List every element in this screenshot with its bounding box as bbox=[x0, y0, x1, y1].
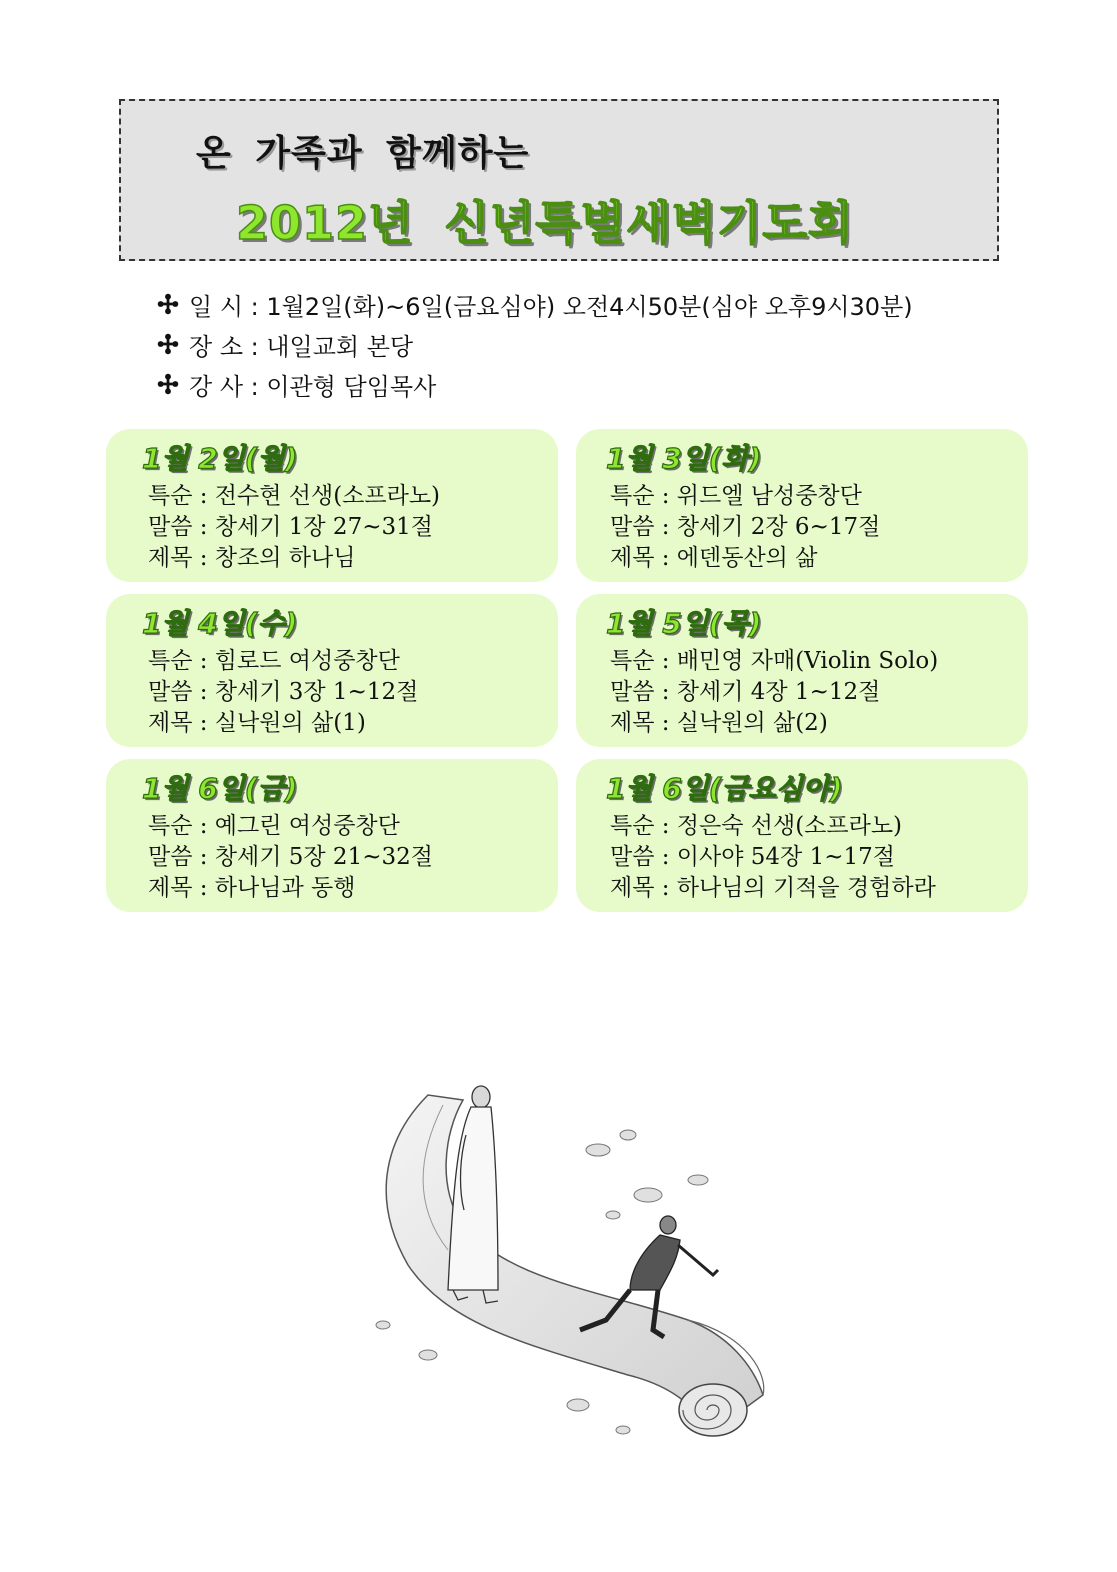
schedule-scripture: 말씀 : 창세기 2장 6~17절 bbox=[610, 514, 881, 540]
schedule-date: 1월 2일(월) bbox=[142, 442, 298, 475]
illustration-jesus-walking-man-unrolling-scroll-path bbox=[368, 1075, 798, 1465]
schedule-card bbox=[106, 429, 558, 582]
info-row-speaker bbox=[157, 364, 913, 404]
schedule-scripture: 말씀 : 이사야 54장 1~17절 bbox=[610, 844, 895, 870]
title-subtitle: 온 가족과 함께하는 bbox=[196, 133, 530, 174]
info-row-time bbox=[157, 284, 913, 324]
schedule-card bbox=[576, 759, 1028, 912]
schedule-card bbox=[576, 594, 1028, 747]
event-info bbox=[157, 284, 913, 404]
schedule-details bbox=[148, 481, 440, 574]
schedule-details bbox=[148, 646, 418, 739]
schedule-details bbox=[610, 811, 936, 904]
info-place-text: 장 소 : 내일교회 본당 bbox=[189, 332, 414, 361]
schedule-special: 특순 : 예그린 여성중창단 bbox=[148, 813, 400, 839]
schedule-special: 특순 : 위드엘 남성중창단 bbox=[610, 483, 862, 509]
schedule-date: 1월 5일(목) bbox=[606, 607, 762, 640]
schedule-scripture: 말씀 : 창세기 5장 21~32절 bbox=[148, 844, 433, 870]
schedule-details bbox=[610, 646, 938, 739]
schedule-subject: 제목 : 실낙원의 삶(1) bbox=[148, 710, 366, 736]
schedule-date: 1월 6일(금요심야) bbox=[606, 772, 843, 805]
schedule-scripture: 말씀 : 창세기 1장 27~31절 bbox=[148, 514, 433, 540]
schedule-subject: 제목 : 에덴동산의 삶 bbox=[610, 545, 818, 571]
schedule-subject: 제목 : 하나님의 기적을 경험하라 bbox=[610, 875, 936, 901]
schedule-card bbox=[106, 594, 558, 747]
schedule-special: 특순 : 힘로드 여성중창단 bbox=[148, 648, 400, 674]
schedule-date: 1월 6일(금) bbox=[142, 772, 298, 805]
info-speaker-text: 강 사 : 이관형 담임목사 bbox=[189, 372, 437, 401]
schedule-special: 특순 : 배민영 자매(Violin Solo) bbox=[610, 648, 939, 674]
fleur-cross-icon bbox=[157, 293, 179, 315]
schedule-details bbox=[148, 811, 433, 904]
fleur-cross-icon bbox=[157, 333, 179, 355]
schedule-card bbox=[106, 759, 558, 912]
fleur-cross-icon bbox=[157, 373, 179, 395]
schedule-subject: 제목 : 하나님과 동행 bbox=[148, 875, 356, 901]
schedule-details bbox=[610, 481, 880, 574]
schedule-subject: 제목 : 실낙원의 삶(2) bbox=[610, 710, 828, 736]
schedule-subject: 제목 : 창조의 하나님 bbox=[148, 545, 356, 571]
info-row-place bbox=[157, 324, 913, 364]
schedule-scripture: 말씀 : 창세기 3장 1~12절 bbox=[148, 679, 419, 705]
page-title: 2012년 신년특별새벽기도회 bbox=[236, 196, 854, 250]
info-time-text: 일 시 : 1월2일(화)~6일(금요심야) 오전4시50분(심야 오후9시30분) bbox=[189, 292, 913, 321]
schedule-special: 특순 : 전수현 선생(소프라노) bbox=[148, 483, 441, 509]
schedule-scripture: 말씀 : 창세기 4장 1~12절 bbox=[610, 679, 881, 705]
schedule-date: 1월 3일(화) bbox=[606, 442, 762, 475]
schedule-special: 특순 : 정은숙 선생(소프라노) bbox=[610, 813, 903, 839]
title-box bbox=[119, 99, 999, 261]
schedule-card bbox=[576, 429, 1028, 582]
schedule-date: 1월 4일(수) bbox=[142, 607, 298, 640]
